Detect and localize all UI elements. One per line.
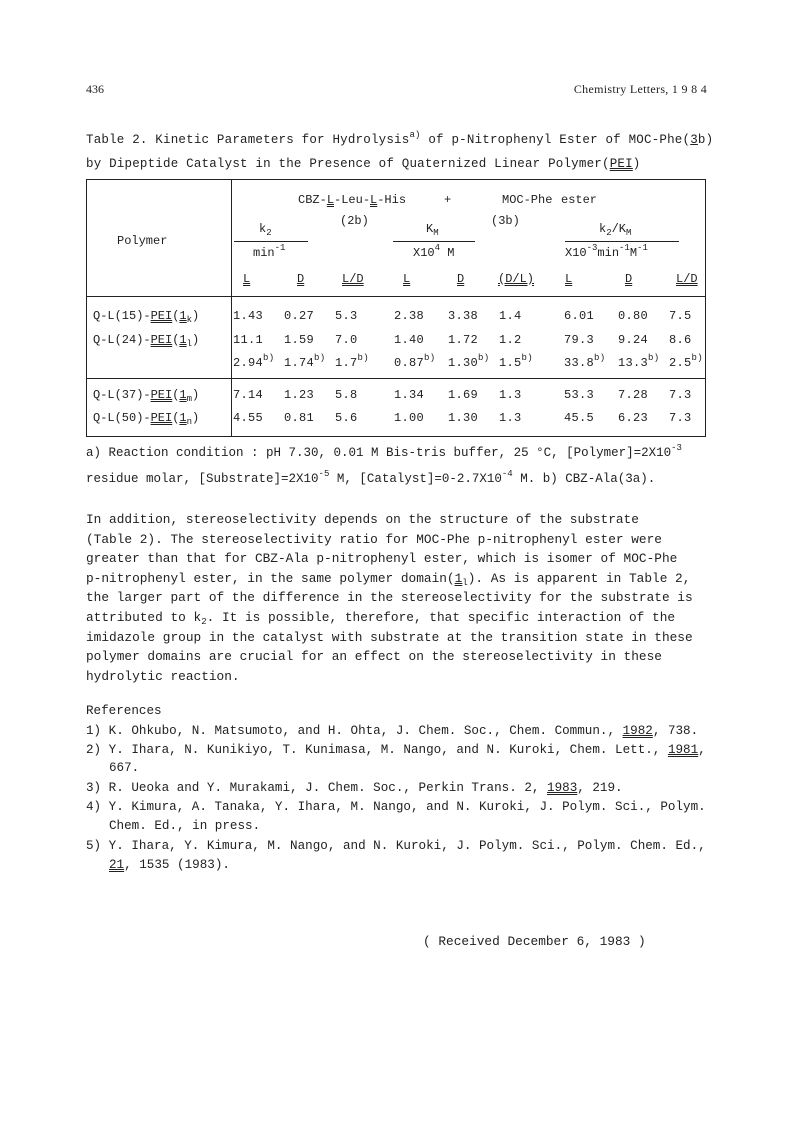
reference-4-cont: Chem. Ed., in press. xyxy=(109,819,261,833)
table-cell: 1.5$^{b)}$ xyxy=(499,353,533,370)
reference-3: 3) R. Ueoka and Y. Murakami, J. Chem. Soc., Perkin Trans. 2, 1983, 219. xyxy=(86,781,623,795)
table-cell: 4.55 xyxy=(233,411,264,425)
table-cell: 1.3 xyxy=(499,388,522,402)
table-cell: 3.38 xyxy=(448,309,479,323)
reference-2: 2) Y. Ihara, N. Kunikiyo, T. Kunimasa, M. Nango, and N. Kuroki, Chem. Lett., 1981, xyxy=(86,743,706,757)
table-cell: 1.43 xyxy=(233,309,264,323)
polymer-header: Polymer xyxy=(117,234,168,248)
table-cell: 1.00 xyxy=(394,411,425,425)
col-D-ratio: D xyxy=(625,272,633,286)
table-cell: 1.72 xyxy=(448,333,479,347)
col-LD-ratio: L/D xyxy=(676,272,698,286)
substrate-code: (3b) xyxy=(491,214,520,228)
polymer-name: $Q-L(24)-PEI(1_l)$ xyxy=(93,333,200,349)
substrate-label: MOC-Phe xyxy=(502,193,553,207)
table-cell: 0.27 xyxy=(284,309,315,323)
table-cell: 45.5 xyxy=(564,411,595,425)
table-group-rule xyxy=(87,378,705,379)
table-cell: 6.23 xyxy=(618,411,649,425)
table-cell: 2.38 xyxy=(394,309,425,323)
kinetic-parameters-table xyxy=(86,179,706,437)
table-vertical-rule xyxy=(231,180,232,436)
table-cell: 1.59 xyxy=(284,333,315,347)
received-date: ( Received December 6, 1983 ) xyxy=(423,934,646,949)
references-heading: References xyxy=(86,704,162,718)
table-cell: 2.94$^{b)}$ xyxy=(233,353,275,370)
catalyst-code: (2b) xyxy=(340,214,369,228)
col-D-km: D xyxy=(457,272,465,286)
ratio-unit: $X10^{-3}\min^{-1}M^{-1}$ xyxy=(565,243,648,260)
km-fraction-bar xyxy=(393,241,475,242)
table-cell: 2.5$^{b)}$ xyxy=(669,353,703,370)
ester-label: ester xyxy=(561,193,598,207)
table-cell: 7.3 xyxy=(669,388,692,402)
table-cell: 1.30 xyxy=(448,411,479,425)
reference-4: 4) Y. Kimura, A. Tanaka, Y. Ihara, M. Nango, and N. Kuroki, J. Polym. Sci., Polym. xyxy=(86,800,706,814)
table-cell: 53.3 xyxy=(564,388,595,402)
journal-name: Chemistry Letters, 1 9 8 4 xyxy=(573,82,707,96)
table-cell: 1.2 xyxy=(499,333,522,347)
km-unit: $X10^4$ M xyxy=(413,243,455,260)
table-cell: 1.7$^{b)}$ xyxy=(335,353,369,370)
table-cell: 0.81 xyxy=(284,411,315,425)
table-cell: 11.1 xyxy=(233,333,264,347)
k2-unit: $\min^{-1}$ xyxy=(253,243,286,260)
table-caption-line-1: Table 2. Kinetic Parameters for Hydrolysis$^{a)}$ of p-Nitrophenyl Ester of MOC-Phe(3b) xyxy=(86,130,714,147)
table-cell: 7.3 xyxy=(669,411,692,425)
footnote-a-line-1: a) Reaction condition : pH 7.30, 0.01 M Bis-tris buffer, 25 °C, $[Polymer]=2X10^{-3}$ xyxy=(86,443,682,460)
plus-sign: + xyxy=(444,193,452,207)
polymer-name: $Q-L(50)-PEI(1_n)$ xyxy=(93,411,200,427)
body-paragraph: In addition, stereoselectivity depends on the structure of the substrate (Table 2). The stereoselectivity ratio for MOC-Phe p-nitrophenyl ester were greater than that for CBZ-Ala p-nitrophenyl ester, which is isomer of MOC-Phe p-nitrophenyl ester, in the same polymer $domain(1_l)$. As is apparent in Table 2, the larger part of the difference in the stereoselectivity for the substrate is attributed to $k_2$. It is possible, therefore, that specific interaction of the imidazole group in the catalyst with substrate at the transition state in these polymer domains are crucial for an effect on the stereoselectivity in these hydrolytic reaction. xyxy=(86,512,693,684)
table-cell: 33.8$^{b)}$ xyxy=(564,353,606,370)
k2-header: $k_2$ xyxy=(259,222,272,238)
reference-1: 1) K. Ohkubo, N. Matsumoto, and H. Ohta, J. Chem. Soc., Chem. Commun., 1982, 738. xyxy=(86,724,699,738)
table-cell: 0.80 xyxy=(618,309,649,323)
table-cell: 1.40 xyxy=(394,333,425,347)
polymer-name: $Q-L(15)-PEI(1_k)$ xyxy=(93,309,200,325)
polymer-name: $Q-L(37)-PEI(1_m)$ xyxy=(93,388,200,404)
table-header-rule xyxy=(87,296,705,297)
table-cell: 1.30$^{b)}$ xyxy=(448,353,490,370)
table-cell: 1.23 xyxy=(284,388,315,402)
table-cell: 5.3 xyxy=(335,309,358,323)
km-header: $K_M$ xyxy=(426,222,439,238)
table-cell: 8.6 xyxy=(669,333,692,347)
reference-5: 5) Y. Ihara, Y. Kimura, M. Nango, and N. Kuroki, J. Polym. Sci., Polym. Chem. Ed., xyxy=(86,839,706,853)
ratio-header: $k_2/K_M$ xyxy=(599,222,632,238)
table-cell: 1.4 xyxy=(499,309,522,323)
reference-5-cont: 21, 1535 (1983). xyxy=(109,858,230,872)
footnote-a-line-2: residue molar, $[Substrate]=2X10^{-5}$ M, $[Catalyst]=0-2.7X10^{-4}$ M. b) CBZ-Ala(3a). xyxy=(86,469,656,486)
table-cell: 5.6 xyxy=(335,411,358,425)
table-cell: 7.28 xyxy=(618,388,649,402)
table-cell: 1.3 xyxy=(499,411,522,425)
col-LD-k2: L/D xyxy=(342,272,364,286)
table-cell: 5.8 xyxy=(335,388,358,402)
table-cell: 7.5 xyxy=(669,309,692,323)
col-L-ratio: L xyxy=(565,272,573,286)
ratio-fraction-bar xyxy=(565,241,679,242)
page-number: 436 xyxy=(86,82,104,96)
table-cell: 1.34 xyxy=(394,388,425,402)
table-caption-line-2: by Dipeptide Catalyst in the Presence of Quaternized Linear Polymer(PEI) xyxy=(86,157,641,171)
col-DL-km: (D/L) xyxy=(498,272,535,286)
col-L-km: L xyxy=(403,272,411,286)
table-cell: 9.24 xyxy=(618,333,649,347)
table-cell: 79.3 xyxy=(564,333,595,347)
table-cell: 7.0 xyxy=(335,333,358,347)
table-cell: 0.87$^{b)}$ xyxy=(394,353,436,370)
table-cell: 1.69 xyxy=(448,388,479,402)
table-cell: 1.74$^{b)}$ xyxy=(284,353,326,370)
catalyst-label: CBZ-L-Leu-L-His xyxy=(298,193,407,207)
table-cell: 13.3$^{b)}$ xyxy=(618,353,660,370)
col-D-k2: D xyxy=(297,272,305,286)
reference-2-cont: 667. xyxy=(109,761,140,775)
k2-fraction-bar xyxy=(234,241,308,242)
table-cell: 6.01 xyxy=(564,309,595,323)
table-cell: 7.14 xyxy=(233,388,264,402)
col-L-k2: L xyxy=(243,272,251,286)
